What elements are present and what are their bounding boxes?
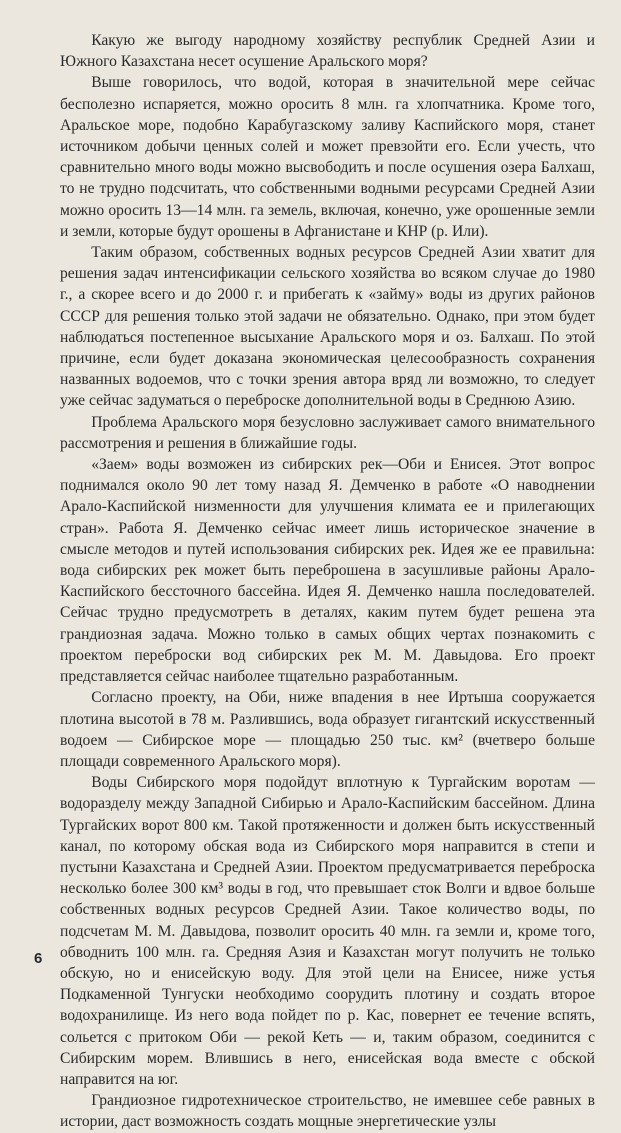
page-number: 6 (34, 950, 43, 967)
paragraph-7: Воды Сибирского моря подойдут вплотную к Тургайским воротам — водоразделу между Западной Сибирью и Арало-Каспийским бассейном. Длина Тургайских ворот 800 км. Такой протяженности и должен быть искусственный канал, по которому обская вода из Сибирского моря направится в степи и пустыни Казахстана и Средней Азии. Проектом предусматривается переброска несколько более 300 км³ воды в год, что превышает сток Волги и вдвое больше собственных водных ресурсов Средней Азии. Такое количество воды, по подсчетам М. М. Давыдова, позволит оросить 40 млн. га земли и, кроме того, обводнить 100 млн. га. Средняя Азия и Казахстан могут получить не только обскую, но и енисейскую воду. Для этой цели на Енисее, ниже устья Подкаменной Тунгуски необходимо соорудить плотину и создать второе водохранилище. Из него вода пойдет по р. Кас, повернет ее течение вспять, сольется с притоком Оби — рекой Кеть — и, таким образом, соединится с Сибирским морем. Влившись в него, енисейская вода вместе с обской направится на юг. (60, 774, 595, 1088)
paragraph-1: Какую же выгоду народному хозяйству республик Средней Азии и Южного Казахстана несет осушение Аральского моря? (60, 32, 595, 71)
paragraph-4: Проблема Аральского моря безусловно заслуживает самого внимательного рассмотрения и решения в ближайшие годы. (60, 413, 595, 452)
paragraph-5: «Заем» воды возможен из сибирских рек—Оби и Енисея. Этот вопрос поднимался около 90 лет тому назад Я. Демченко в работе «О наводнении Арало-Каспийской низменности для улучшения климата ее и прилегающих стран». Работа Я. Демченко сейчас имеет лишь историческое значение в смысле методов и путей использования сибирских рек. Идея же ее правильна: вода сибирских рек может быть переброшена в засушливые районы Арало-Каспийского бессточного бассейна. Идея Я. Демченко нашла последователей. Сейчас трудно предусмотреть в деталях, каким путем будет решена эта грандиозная задача. Можно только в самых общих чертах познакомить с проектом переброски вод сибирских рек М. М. Давыдова. Его проект представляется сейчас наиболее тщательно разработанным. (60, 456, 595, 686)
text-body (60, 30, 595, 1133)
paragraph-8: Грандиозное гидротехническое строительство, не имевшее себе равных в истории, даст возможность создать мощные энергетические узлы (60, 1092, 595, 1131)
paragraph-6: Согласно проекту, на Оби, ниже впадения в нее Иртыша сооружается плотина высотой в 78 м. Разлившись, вода образует гигантский искусственный водоем — Сибирское море — площадью 250 тыс. км² (вчетверо больше площади современного Аральского моря). (60, 689, 595, 770)
paragraph-3: Таким образом, собственных водных ресурсов Средней Азии хватит для решения задач интенсификации сельского хозяйства во всяком случае до 1980 г., а скорее всего и до 2000 г. и прибегать к «займу» воды из других районов СССР для решения только этой задачи не обязательно. Однако, при этом будет наблюдаться постепенное высыхание Аральского моря и оз. Балхаш. По этой причине, если будет доказана экономическая целесообразность сохранения названных водоемов, что с точки зрения автора вряд ли возможно, то следует уже сейчас задуматься о переброске дополнительной воды в Среднюю Азию. (60, 244, 595, 410)
paragraph-2: Выше говорилось, что водой, которая в значительной мере сейчас бесполезно испаряется, можно оросить 8 млн. га хлопчатника. Кроме того, Аральское море, подобно Карабугазскому заливу Каспийского моря, станет источником добычи ценных солей и может превзойти его. Если учесть, что сравнительно много воды можно высвободить и после осушения озера Балхаш, то не трудно подсчитать, что собственными водными ресурсами Средней Азии можно оросить 13—14 млн. га земель, включая, конечно, уже орошенные земли и земли, которые будут орошены в Афганистане и КНР (р. Или). (60, 74, 595, 240)
